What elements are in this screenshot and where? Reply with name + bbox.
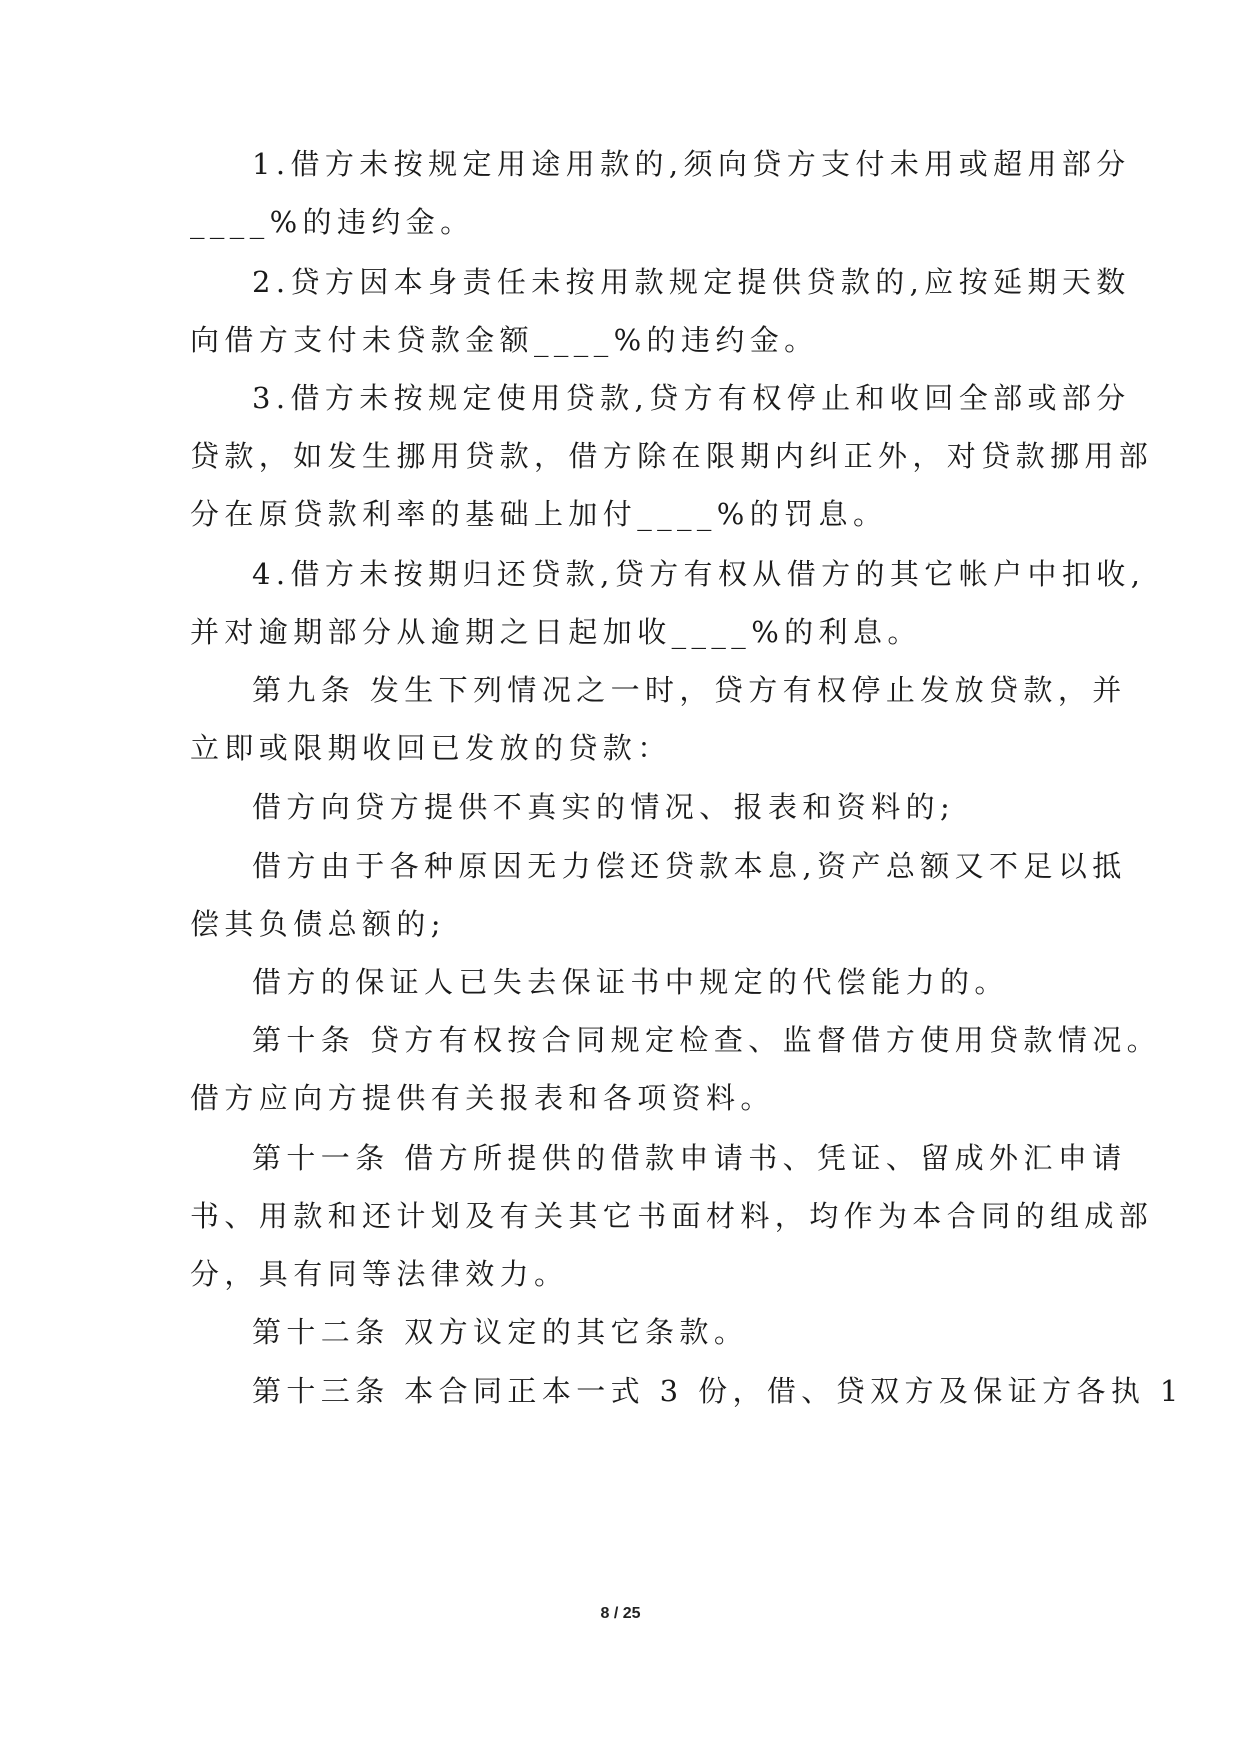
- paragraph-1-line-2: ____%的违约金。: [190, 205, 475, 239]
- paragraph-2-line-1: 2.贷方因本身责任未按用款规定提供贷款的,应按延期天数: [252, 265, 1131, 299]
- paragraph-3-line-2: 贷款，如发生挪用贷款，借方除在限期内纠正外，对贷款挪用部: [190, 439, 1154, 473]
- page-number: 8 / 25: [600, 1605, 641, 1622]
- article-12: 第十二条 双方议定的其它条款。: [252, 1315, 749, 1349]
- article-9-line-2: 立即或限期收回已发放的贷款：: [190, 731, 672, 765]
- article-9-item-1: 借方向贷方提供不真实的情况、报表和资料的;: [252, 790, 956, 824]
- paragraph-2-line-2: 向借方支付未贷款金额____%的违约金。: [190, 323, 819, 357]
- article-9-item-2-line-1: 借方由于各种原因无力偿还贷款本息,资产总额又不足以抵: [252, 849, 1127, 883]
- article-11-line-1: 第十一条 借方所提供的借款申请书、凭证、留成外汇申请: [252, 1141, 1127, 1175]
- article-9-item-3: 借方的保证人已失去保证书中规定的代偿能力的。: [252, 965, 1009, 999]
- article-11-line-3: 分，具有同等法律效力。: [190, 1257, 569, 1291]
- paragraph-3-line-3: 分在原贷款利率的基础上加付____%的罚息。: [190, 497, 888, 531]
- article-10-line-1: 第十条 贷方有权按合同规定检查、监督借方使用贷款情况。: [252, 1023, 1162, 1057]
- paragraph-1-line-1: 1.借方未按规定用途用款的,须向贷方支付未用或超用部分: [252, 147, 1131, 181]
- article-13-line-1: 第十三条 本合同正本一式 3 份，借、贷双方及保证方各执 1: [252, 1374, 1184, 1408]
- paragraph-4-line-2: 并对逾期部分从逾期之日起加收____%的利息。: [190, 615, 922, 649]
- article-9-item-2-line-2: 偿其负债总额的;: [190, 907, 446, 941]
- article-9-line-1: 第九条 发生下列情况之一时，贷方有权停止发放贷款，并: [252, 673, 1127, 707]
- article-11-line-2: 书、用款和还计划及有关其它书面材料，均作为本合同的组成部: [190, 1199, 1154, 1233]
- paragraph-4-line-1: 4.借方未按期归还贷款,贷方有权从借方的其它帐户中扣收,: [252, 557, 1146, 591]
- paragraph-3-line-1: 3.借方未按规定使用贷款,贷方有权停止和收回全部或部分: [252, 381, 1131, 415]
- article-10-line-2: 借方应向方提供有关报表和各项资料。: [190, 1081, 775, 1115]
